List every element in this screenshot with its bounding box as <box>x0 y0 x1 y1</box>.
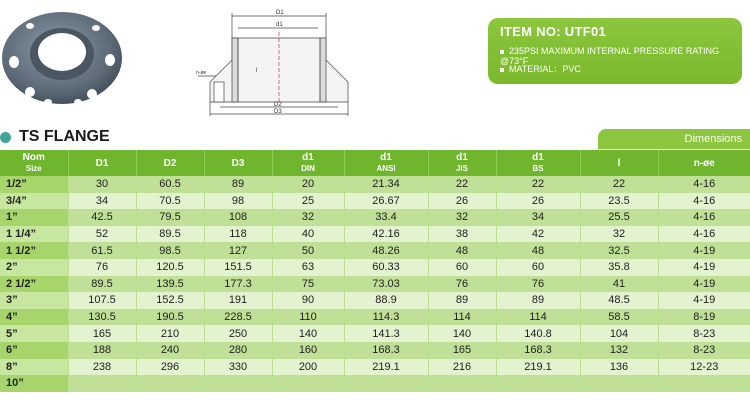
table-cell: 140.8 <box>496 325 580 342</box>
column-header <box>272 150 344 176</box>
nominal-size-cell: 6” <box>0 342 68 359</box>
table-cell: 60.5 <box>136 176 204 193</box>
table-cell: 48.26 <box>344 242 428 259</box>
table-row <box>0 209 750 226</box>
table-cell: 152.5 <box>136 292 204 309</box>
nominal-size-cell: 1” <box>0 209 68 226</box>
column-header-label: D1 <box>95 157 109 169</box>
dimensions-tab: Dimensions <box>598 129 750 149</box>
table-cell: 165 <box>68 325 136 342</box>
table-cell: 110 <box>272 309 344 326</box>
table-row <box>0 176 750 193</box>
table-cell: 4-19 <box>658 242 750 259</box>
column-header-sublabel: BS <box>532 164 544 173</box>
table-row <box>0 375 750 392</box>
drawing-label-d1-outer: D1 <box>276 10 284 16</box>
table-cell: 191 <box>204 292 272 309</box>
table-cell: 177.3 <box>204 276 272 293</box>
table-cell: 48.5 <box>580 292 658 309</box>
table-cell: 60.33 <box>344 259 428 276</box>
column-header <box>136 150 204 176</box>
table-row <box>0 359 750 376</box>
table-cell: 79.5 <box>136 209 204 226</box>
column-header-label: d1 <box>302 152 314 163</box>
table-cell: 40 <box>272 226 344 243</box>
nominal-size-cell: 2 1/2” <box>0 276 68 293</box>
nominal-size-cell: 2” <box>0 259 68 276</box>
table-cell: 89 <box>496 292 580 309</box>
table-cell: 8-23 <box>658 325 750 342</box>
table-header-row <box>0 150 750 176</box>
column-header-label: D3 <box>231 157 245 169</box>
table-cell: 32 <box>428 209 496 226</box>
table-cell: 165 <box>428 342 496 359</box>
table-cell <box>272 375 344 392</box>
table-cell: 132 <box>580 342 658 359</box>
table-cell: 114 <box>496 309 580 326</box>
table-row <box>0 259 750 276</box>
table-cell: 42 <box>496 226 580 243</box>
table-cell: 151.5 <box>204 259 272 276</box>
bullet-dot-icon <box>0 132 11 143</box>
table-cell: 48 <box>496 242 580 259</box>
nominal-size-cell: 1/2” <box>0 176 68 193</box>
spec-material <box>500 62 581 75</box>
nominal-size-cell: 1 1/4” <box>0 226 68 243</box>
table-cell: 26 <box>428 193 496 210</box>
table-cell: 73.03 <box>344 276 428 293</box>
table-cell: 58.5 <box>580 309 658 326</box>
table-cell: 32 <box>272 209 344 226</box>
table-cell: 98 <box>204 193 272 210</box>
table-cell: 52 <box>68 226 136 243</box>
table-cell: 25.5 <box>580 209 658 226</box>
table-cell: 42.5 <box>68 209 136 226</box>
table-cell: 35.8 <box>580 259 658 276</box>
column-header-sublabel: Size <box>25 164 42 173</box>
table-cell: 98.5 <box>136 242 204 259</box>
column-header <box>428 150 496 176</box>
table-cell: 22 <box>428 176 496 193</box>
table-cell: 25 <box>272 193 344 210</box>
nominal-size-cell: 5” <box>0 325 68 342</box>
table-cell: 136 <box>580 359 658 376</box>
column-header <box>496 150 580 176</box>
column-header <box>0 150 68 176</box>
column-header <box>204 150 272 176</box>
table-cell <box>658 375 750 392</box>
nominal-size-cell: 4” <box>0 309 68 326</box>
drawing-label-d1-inner: d1 <box>276 22 283 28</box>
nominal-size-cell: 3/4” <box>0 193 68 210</box>
table-cell <box>204 375 272 392</box>
table-row <box>0 292 750 309</box>
column-header-sublabel: JIS <box>455 164 468 173</box>
table-cell: 88.9 <box>344 292 428 309</box>
table-cell: 108 <box>204 209 272 226</box>
table-cell: 41 <box>580 276 658 293</box>
table-cell: 50 <box>272 242 344 259</box>
column-header-sublabel: ANSI <box>376 164 396 173</box>
table-cell: 8-23 <box>658 342 750 359</box>
table-cell: 89.5 <box>136 226 204 243</box>
bullet-square-icon <box>500 68 504 72</box>
table-cell: 22 <box>496 176 580 193</box>
item-number: ITEM NO: UTF01 <box>500 24 607 39</box>
column-header <box>658 150 750 176</box>
section-heading <box>0 126 110 148</box>
table-cell: 200 <box>272 359 344 376</box>
table-cell: 160 <box>272 342 344 359</box>
column-header-label: d1 <box>532 152 544 163</box>
table-cell: 168.3 <box>344 342 428 359</box>
table-cell: 23.5 <box>580 193 658 210</box>
nominal-size-cell: 3” <box>0 292 68 309</box>
table-cell <box>428 375 496 392</box>
table-cell <box>136 375 204 392</box>
table-cell: 42.16 <box>344 226 428 243</box>
section-title: TS FLANGE <box>19 128 110 145</box>
table-cell: 26 <box>496 193 580 210</box>
column-header <box>68 150 136 176</box>
table-cell: 140 <box>428 325 496 342</box>
table-cell: 228.5 <box>204 309 272 326</box>
table-cell <box>580 375 658 392</box>
table-cell: 4-16 <box>658 176 750 193</box>
column-header-label: d1 <box>380 152 392 163</box>
table-cell: 114 <box>428 309 496 326</box>
table-cell: 114.3 <box>344 309 428 326</box>
table-cell: 139.5 <box>136 276 204 293</box>
table-cell: 4-19 <box>658 259 750 276</box>
table-cell: 8-19 <box>658 309 750 326</box>
table-row <box>0 193 750 210</box>
spec-material-text: MATERIAL：PVC <box>509 64 581 74</box>
table-row <box>0 276 750 293</box>
table-cell: 4-16 <box>658 226 750 243</box>
spec-pressure-text: 235PSI MAXIMUM INTERNAL PRESSURE RATING @73°F <box>500 46 720 66</box>
drawing-label-d2: D2 <box>274 102 282 108</box>
table-cell: 216 <box>428 359 496 376</box>
column-header <box>580 150 658 176</box>
table-cell: 130.5 <box>68 309 136 326</box>
table-cell <box>68 375 136 392</box>
flange-drawing <box>190 8 370 118</box>
table-cell: 63 <box>272 259 344 276</box>
table-cell: 89.5 <box>68 276 136 293</box>
table-cell: 61.5 <box>68 242 136 259</box>
table-cell: 296 <box>136 359 204 376</box>
table-cell: 32 <box>580 226 658 243</box>
table-cell: 120.5 <box>136 259 204 276</box>
table-cell: 60 <box>496 259 580 276</box>
table-cell: 90 <box>272 292 344 309</box>
table-row <box>0 325 750 342</box>
column-header-sublabel: DIN <box>301 164 315 173</box>
table-cell: 75 <box>272 276 344 293</box>
bullet-square-icon <box>500 50 504 54</box>
table-cell: 250 <box>204 325 272 342</box>
table-cell: 34 <box>496 209 580 226</box>
table-cell: 89 <box>204 176 272 193</box>
nominal-size-cell: 1 1/2” <box>0 242 68 259</box>
table-cell: 26.67 <box>344 193 428 210</box>
table-row <box>0 342 750 359</box>
table-cell: 30 <box>68 176 136 193</box>
table-cell: 38 <box>428 226 496 243</box>
table-cell: 4-16 <box>658 209 750 226</box>
column-header-label: l <box>617 157 621 169</box>
table-row <box>0 226 750 243</box>
table-cell: 118 <box>204 226 272 243</box>
table-cell: 76 <box>496 276 580 293</box>
table-cell: 240 <box>136 342 204 359</box>
table-cell <box>344 375 428 392</box>
table-cell: 60 <box>428 259 496 276</box>
table-cell <box>496 375 580 392</box>
dimensions-table <box>0 150 750 392</box>
drawing-label-d3: D3 <box>274 109 282 115</box>
table-cell: 48 <box>428 242 496 259</box>
table-cell: 141.3 <box>344 325 428 342</box>
table-cell: 107.5 <box>68 292 136 309</box>
table-cell: 168.3 <box>496 342 580 359</box>
table-cell: 76 <box>428 276 496 293</box>
column-header-label: n-øe <box>693 157 715 169</box>
table-cell: 140 <box>272 325 344 342</box>
column-header-label: Nom <box>22 152 45 163</box>
table-cell: 4-19 <box>658 276 750 293</box>
nominal-size-cell: 10” <box>0 375 68 392</box>
table-cell: 33.4 <box>344 209 428 226</box>
drawing-label-l: l <box>256 68 258 74</box>
table-cell: 22 <box>580 176 658 193</box>
table-cell: 70.5 <box>136 193 204 210</box>
flange-photo <box>0 10 128 110</box>
item-info-box <box>488 18 742 84</box>
table-row <box>0 309 750 326</box>
table-cell: 210 <box>136 325 204 342</box>
table-cell: 238 <box>68 359 136 376</box>
table-body <box>0 176 750 392</box>
column-header-label: D2 <box>163 157 177 169</box>
column-header <box>344 150 428 176</box>
table-cell: 34 <box>68 193 136 210</box>
table-cell: 89 <box>428 292 496 309</box>
table-cell: 4-19 <box>658 292 750 309</box>
table-cell: 20 <box>272 176 344 193</box>
table-cell: 12-23 <box>658 359 750 376</box>
table-cell: 127 <box>204 242 272 259</box>
table-cell: 21.34 <box>344 176 428 193</box>
table-cell: 219.1 <box>496 359 580 376</box>
table-cell: 219.1 <box>344 359 428 376</box>
table-cell: 330 <box>204 359 272 376</box>
table-cell: 76 <box>68 259 136 276</box>
nominal-size-cell: 8” <box>0 359 68 376</box>
drawing-label-nphi: n-øe <box>196 70 207 76</box>
table-cell: 32.5 <box>580 242 658 259</box>
table-cell: 104 <box>580 325 658 342</box>
column-header-label: d1 <box>456 152 468 163</box>
table-cell: 188 <box>68 342 136 359</box>
table-cell: 4-16 <box>658 193 750 210</box>
table-cell: 280 <box>204 342 272 359</box>
table-row <box>0 242 750 259</box>
table-cell: 190.5 <box>136 309 204 326</box>
